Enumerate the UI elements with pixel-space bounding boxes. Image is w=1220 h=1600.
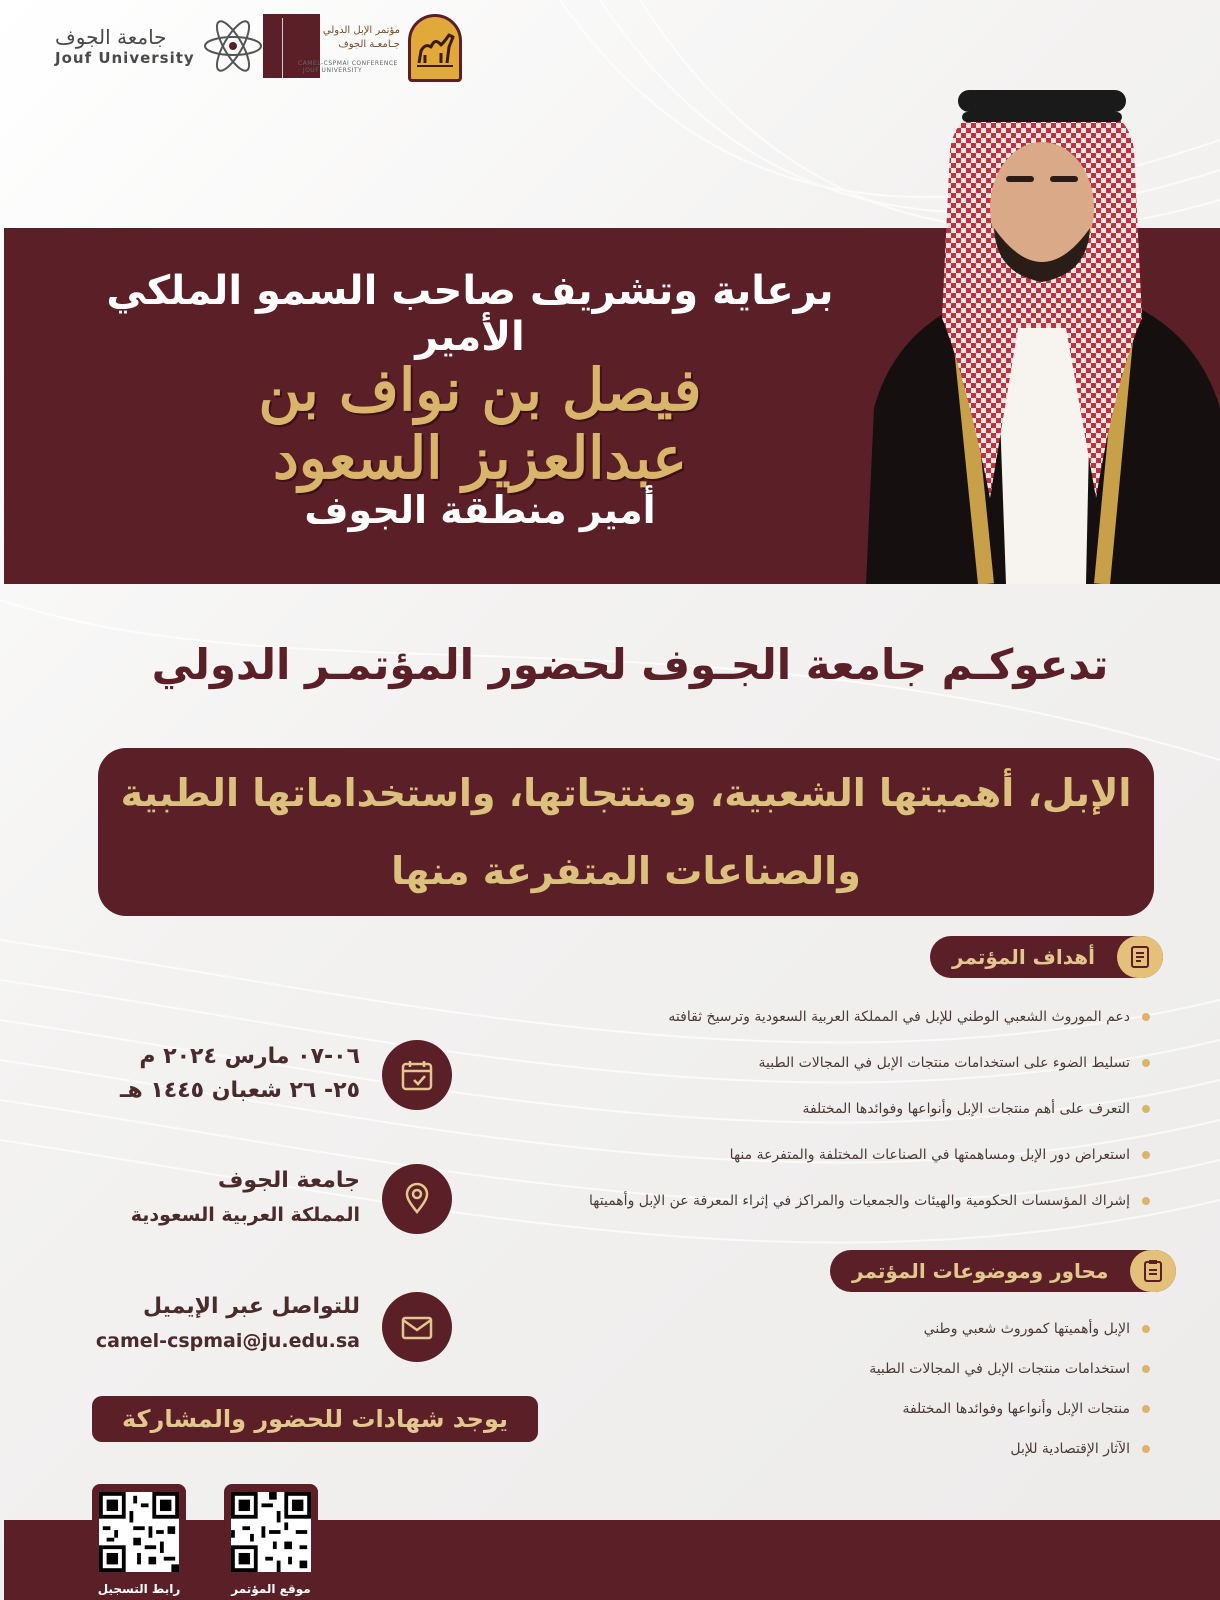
- register-qr-card[interactable]: [92, 1484, 186, 1580]
- conference-title-box: [98, 748, 1154, 916]
- prince-title: أمير منطقة الجوف: [304, 488, 656, 532]
- conference-site-label: موقع المؤتمر: [231, 1582, 311, 1596]
- list-item: تسليط الضوء على استخدامات منتجات الإبل في المجالات الطبية: [450, 1052, 1150, 1098]
- date-hijri: ٢٥- ٢٦ شعبان ١٤٤٥ هـ: [119, 1078, 360, 1103]
- camel-logo-english: CAMEL-CSPMAI CONFERENCE · JOUF UNIVERSITY: [298, 60, 398, 74]
- calendar-icon-badge: [382, 1040, 452, 1110]
- list-item: التعرف على أهم منتجات الإبل وأنواعها وفوائدها المختلفة: [450, 1098, 1150, 1144]
- bullet-dot-icon: [1142, 1445, 1150, 1453]
- prince-portrait: [866, 78, 1220, 584]
- patronage-line: برعاية وتشريف صاحب السمو الملكي الأمير: [106, 268, 834, 360]
- site-qr-code-icon: [231, 1492, 311, 1572]
- jouf-logo-english: Jouf University: [55, 49, 195, 67]
- bullet-dot-icon: [1142, 1105, 1150, 1113]
- register-link-label: رابط التسجيل: [97, 1582, 181, 1596]
- camel-logo-line2: جـامعـة الجوف: [338, 39, 400, 50]
- jouf-logo-arabic: جامعة الجوف: [55, 25, 167, 49]
- camel-badge: [408, 14, 462, 82]
- bullet-dot-icon: [1142, 1405, 1150, 1413]
- conference-title-line1: الإبل، أهميتها الشعبية، ومنتجاتها، واستخداماتها الطبية: [120, 771, 1132, 815]
- bullet-dot-icon: [1142, 1365, 1150, 1373]
- date-info: [90, 1040, 360, 1108]
- goals-section-label: [930, 936, 1163, 978]
- bullet-dot-icon: [1142, 1325, 1150, 1333]
- list-item: الآثار الإقتصادية للإبل: [690, 1438, 1150, 1478]
- list-item: الإبل وأهميتها كموروث شعبي وطني: [690, 1318, 1150, 1358]
- email-info: [70, 1290, 360, 1358]
- location-info: [90, 1164, 360, 1232]
- site-qr-card[interactable]: [224, 1484, 318, 1580]
- list-item: استخدامات منتجات الإبل في المجالات الطبية: [690, 1358, 1150, 1398]
- certificate-banner: [92, 1396, 538, 1442]
- bullet-dot-icon: [1142, 1059, 1150, 1067]
- camel-conference-logo: [298, 14, 463, 82]
- location-university: جامعة الجوف: [217, 1168, 360, 1193]
- register-qr-code-icon: [99, 1492, 179, 1572]
- bullet-dot-icon: [1142, 1013, 1150, 1021]
- logo-divider: [282, 18, 283, 78]
- email-caption: للتواصل عبر الإيميل: [142, 1294, 360, 1319]
- location-icon-badge: [382, 1164, 452, 1234]
- clipboard-icon: [1130, 1250, 1176, 1292]
- calendar-icon: [400, 1058, 434, 1092]
- invitation-heading: تدعوكـم جامعة الجـوف لحضور المؤتمـر الدولي: [151, 640, 1109, 689]
- jouf-logo-bar: [55, 14, 265, 78]
- location-country: المملكة العربية السعودية: [130, 1204, 360, 1226]
- topics-list: [690, 1318, 1150, 1478]
- list-item: استعراض دور الإبل ومساهمتها في الصناعات المختلفة والمتفرعة منها: [450, 1144, 1150, 1190]
- list-item: دعم الموروث الشعبي الوطني للإبل في المملكة العربية السعودية وترسيخ ثقافته: [450, 1006, 1150, 1052]
- location-pin-icon: [401, 1182, 433, 1216]
- topics-section-label: [830, 1250, 1176, 1292]
- email-address[interactable]: camel-cspmai@ju.edu.sa: [95, 1330, 360, 1352]
- camel-logo-line1: مؤتمر الإبل الدولي: [322, 25, 400, 36]
- bullet-dot-icon: [1142, 1197, 1150, 1205]
- goals-label-text: أهداف المؤتمر: [952, 945, 1095, 969]
- topics-label-text: محاور وموضوعات المؤتمر: [852, 1259, 1109, 1283]
- camel-icon: [411, 17, 459, 79]
- list-item: إشراك المؤسسات الحكومية والهيئات والجمعيات والمراكز في إثراء المعرفة عن الإبل وأهميتها: [450, 1190, 1150, 1236]
- list-item: منتجات الإبل وأنواعها وفوائدها المختلفة: [690, 1398, 1150, 1438]
- conference-title-line2: والصناعات المتفرعة منها: [391, 849, 861, 893]
- date-gregorian: ٠٦-٠٧ مارس ٢٠٢٤ م: [139, 1044, 360, 1069]
- email-icon-badge: [382, 1292, 452, 1362]
- bullet-dot-icon: [1142, 1151, 1150, 1159]
- certificate-text: يوجد شهادات للحضور والمشاركة: [121, 1405, 509, 1433]
- envelope-icon: [400, 1312, 434, 1342]
- prince-name-calligraphy: فيصل بن نواف بن عبدالعزيز السعود: [258, 356, 702, 492]
- document-icon: [1117, 936, 1163, 978]
- goals-list: [450, 1006, 1150, 1236]
